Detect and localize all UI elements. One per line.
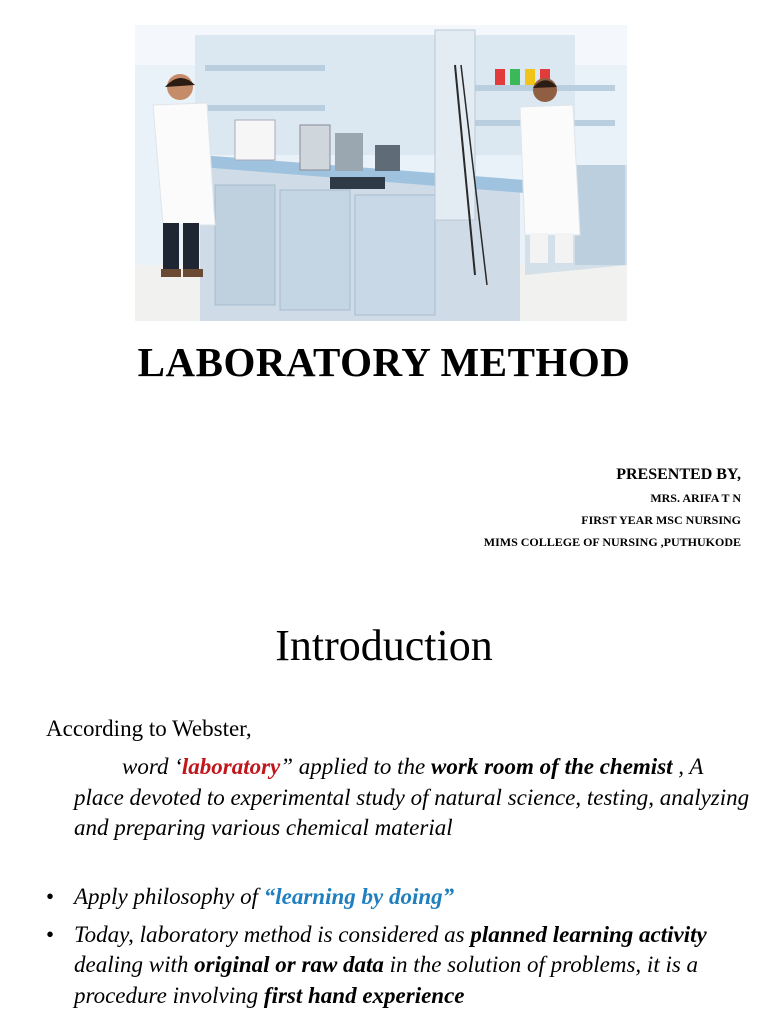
bullet-dot: •	[46, 921, 55, 947]
presenter-name: MRS. ARIFA T N	[650, 491, 741, 505]
def-work-room: work room of the chemist	[431, 754, 673, 779]
bullet2-bold-3: first hand experience	[263, 982, 465, 1008]
presenter-block	[484, 463, 741, 553]
presenter-college: MIMS COLLEGE OF NURSING ,PUTHUKODE	[483, 535, 741, 549]
def-text-3: , A place devoted to experimental study of natural science, testing, analyzing and preparing various chemical material	[74, 754, 750, 840]
bullet1-emphasis: “learning by doing”	[263, 884, 455, 909]
presented-by-label: PRESENTED BY,	[616, 466, 741, 483]
bullet2-text-1: Today, laboratory method is considered as	[74, 921, 471, 947]
slide-title: LABORATORY METHOD	[137, 339, 631, 385]
bullet-dot: •	[46, 884, 55, 909]
bullet2-bold-2: original or raw data	[194, 952, 384, 977]
def-text-1: word ‘	[122, 754, 182, 779]
bullet1-text: Apply philosophy of	[74, 884, 264, 909]
presenter-course: FIRST YEAR MSC NURSING	[581, 513, 741, 527]
bullet2-text-2: dealing with	[74, 952, 195, 977]
bullet2-text-3: in the solution of problems, it is a procedure involving	[74, 952, 699, 1008]
section-heading: Introduction	[275, 621, 493, 670]
according-to-line: According to Webster,	[46, 716, 252, 741]
def-text-2: ” applied to the	[280, 754, 432, 779]
bullet-item	[42, 920, 742, 1012]
bullet-item	[42, 882, 742, 913]
bullet2-bold-1: planned learning activity	[470, 921, 707, 947]
def-laboratory-term: laboratory	[181, 754, 281, 779]
laboratory-photo	[135, 25, 627, 321]
definition-paragraph	[74, 752, 754, 844]
bullet-list	[42, 882, 742, 1018]
